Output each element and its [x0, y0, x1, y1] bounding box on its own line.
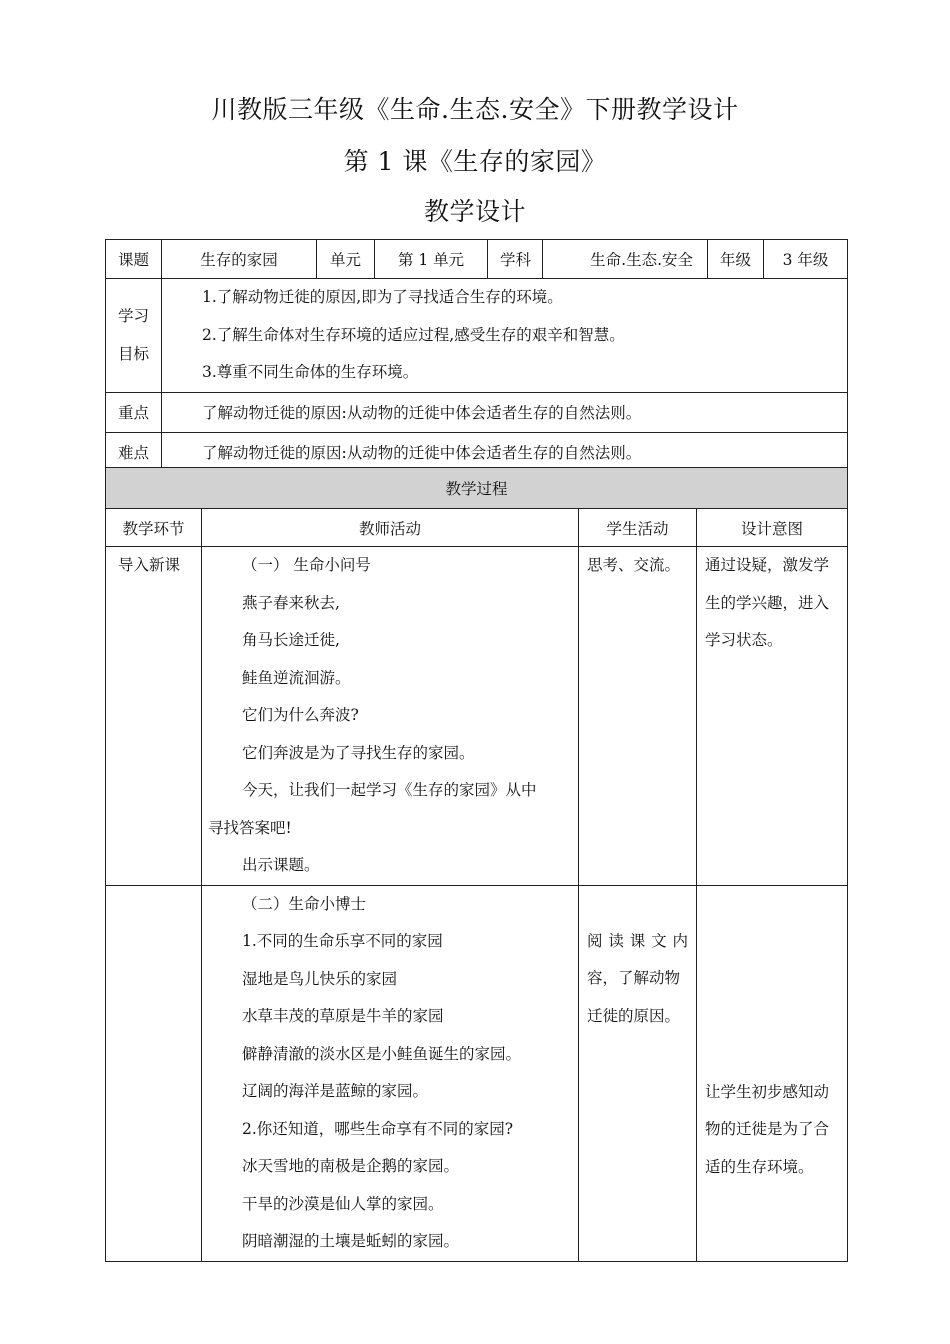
intent-line: 学习状态。: [705, 631, 783, 649]
student-line: 容，了解动物: [587, 969, 681, 987]
intent-line: 物的迁徙是为了合: [705, 1120, 830, 1138]
intent-line: 让学生初步感知动: [705, 1082, 830, 1101]
stage-cell: 导入新课: [106, 547, 202, 886]
teacher-line: 湿地是鸟儿快乐的家园: [242, 969, 398, 988]
key-point-row: [106, 392, 848, 432]
subject-value: 生命.生态.安全: [543, 240, 708, 279]
document-title: 川教版三年级《生命.生态.安全》下册教学设计: [211, 95, 739, 124]
teacher-line: 1.不同的生命乐享不同的家园: [242, 932, 443, 950]
difficulty-row: [106, 432, 848, 471]
student-line: 思考、交流。: [587, 556, 681, 574]
teacher-activity-cell: [202, 547, 579, 886]
goal-item: 1.了解动物迁徙的原因,即为了寻找适合生存的环境。: [202, 288, 563, 306]
process-table: [105, 467, 848, 1262]
column-header-intent: 设计意图: [697, 509, 848, 547]
difficulty-value: 了解动物迁徙的原因:从动物的迁徙中体会适者生存的自然法则。: [162, 432, 848, 471]
grade-value: 3 年级: [764, 240, 848, 279]
intent-line: 适的生存环境。: [705, 1157, 814, 1176]
teacher-line: 辽阔的海洋是蓝鲸的家园。: [242, 1082, 429, 1100]
stage-cell: [106, 885, 202, 1261]
info-table: [105, 239, 848, 472]
intent-line: 通过设疑，激发学: [705, 556, 830, 574]
subject-label: 学科: [488, 240, 543, 279]
teacher-line: 水草丰茂的草原是牛羊的家园: [242, 1007, 444, 1025]
goals-label-line-1: 学习: [117, 307, 149, 326]
key-point-value: 了解动物迁徙的原因:从动物的迁徙中体会适者生存的自然法则。: [162, 392, 848, 432]
teacher-line: 僻静清澈的淡水区是小鲑鱼诞生的家园。: [242, 1044, 522, 1063]
design-intent-cell: [697, 885, 848, 1261]
goals-label: [106, 279, 162, 393]
goal-item: 2.了解生命体对生存环境的适应过程,感受生存的艰辛和智慧。: [202, 325, 625, 344]
unit-label: 单元: [317, 240, 375, 279]
intent-line: 生的学兴趣，进入: [705, 593, 830, 612]
goals-label-line-2: 目标: [117, 345, 149, 364]
process-section-title: 教学过程: [106, 468, 848, 509]
teacher-line: 2.你还知道，哪些生命享有不同的家园?: [242, 1119, 514, 1138]
info-row: [106, 240, 848, 279]
teacher-line: 鲑鱼逆流洄游。: [242, 668, 351, 687]
difficulty-label: 难点: [106, 432, 162, 471]
teacher-line: 冰天雪地的南极是企鹅的家园。: [242, 1157, 460, 1175]
goals-row: [106, 279, 848, 393]
column-header-student: 学生活动: [579, 509, 697, 547]
teacher-line: 寻找答案吧!: [208, 818, 292, 837]
column-header-teacher: 教师活动: [202, 509, 579, 547]
goal-item: 3.尊重不同生命体的生存环境。: [202, 363, 419, 381]
column-header-stage: 教学环节: [106, 509, 202, 547]
teacher-line: 它们为什么奔波?: [242, 706, 359, 724]
teacher-line: 角马长途迁徙,: [242, 631, 340, 649]
lesson-title: 第 1 课《生存的家园》: [343, 147, 607, 176]
goals-list: [162, 279, 848, 393]
document-subtitle: 教学设计: [423, 197, 526, 226]
teacher-line: 阴暗潮湿的土壤是蚯蚓的家园。: [242, 1232, 460, 1250]
teacher-activity-cell: [202, 885, 579, 1261]
topic-label: 课题: [106, 240, 162, 279]
key-point-label: 重点: [106, 392, 162, 432]
student-activity-cell: [579, 547, 697, 886]
process-header-row: [106, 509, 848, 547]
teacher-line: （一） 生命小问号: [242, 556, 371, 574]
student-line: 迁徙的原因。: [587, 1006, 681, 1025]
teacher-line: 它们奔波是为了寻找生存的家园。: [242, 743, 475, 762]
grade-label: 年级: [708, 240, 764, 279]
teacher-line: 今天，让我们一起学习《生存的家园》从中: [242, 781, 537, 799]
student-line: 阅读课文内: [587, 931, 688, 950]
unit-value: 第 1 单元: [375, 240, 488, 279]
design-intent-cell: [697, 547, 848, 886]
topic-value: 生存的家园: [162, 240, 317, 279]
teacher-line: 出示课题。: [242, 856, 320, 874]
process-row-explore: [106, 885, 848, 1261]
process-row-intro: [106, 547, 848, 886]
teacher-line: （二）生命小博士: [242, 894, 367, 913]
teacher-line: 燕子春来秋去,: [242, 593, 340, 612]
teacher-line: 干旱的沙漠是仙人掌的家园。: [242, 1194, 444, 1213]
student-activity-cell: [579, 885, 697, 1261]
